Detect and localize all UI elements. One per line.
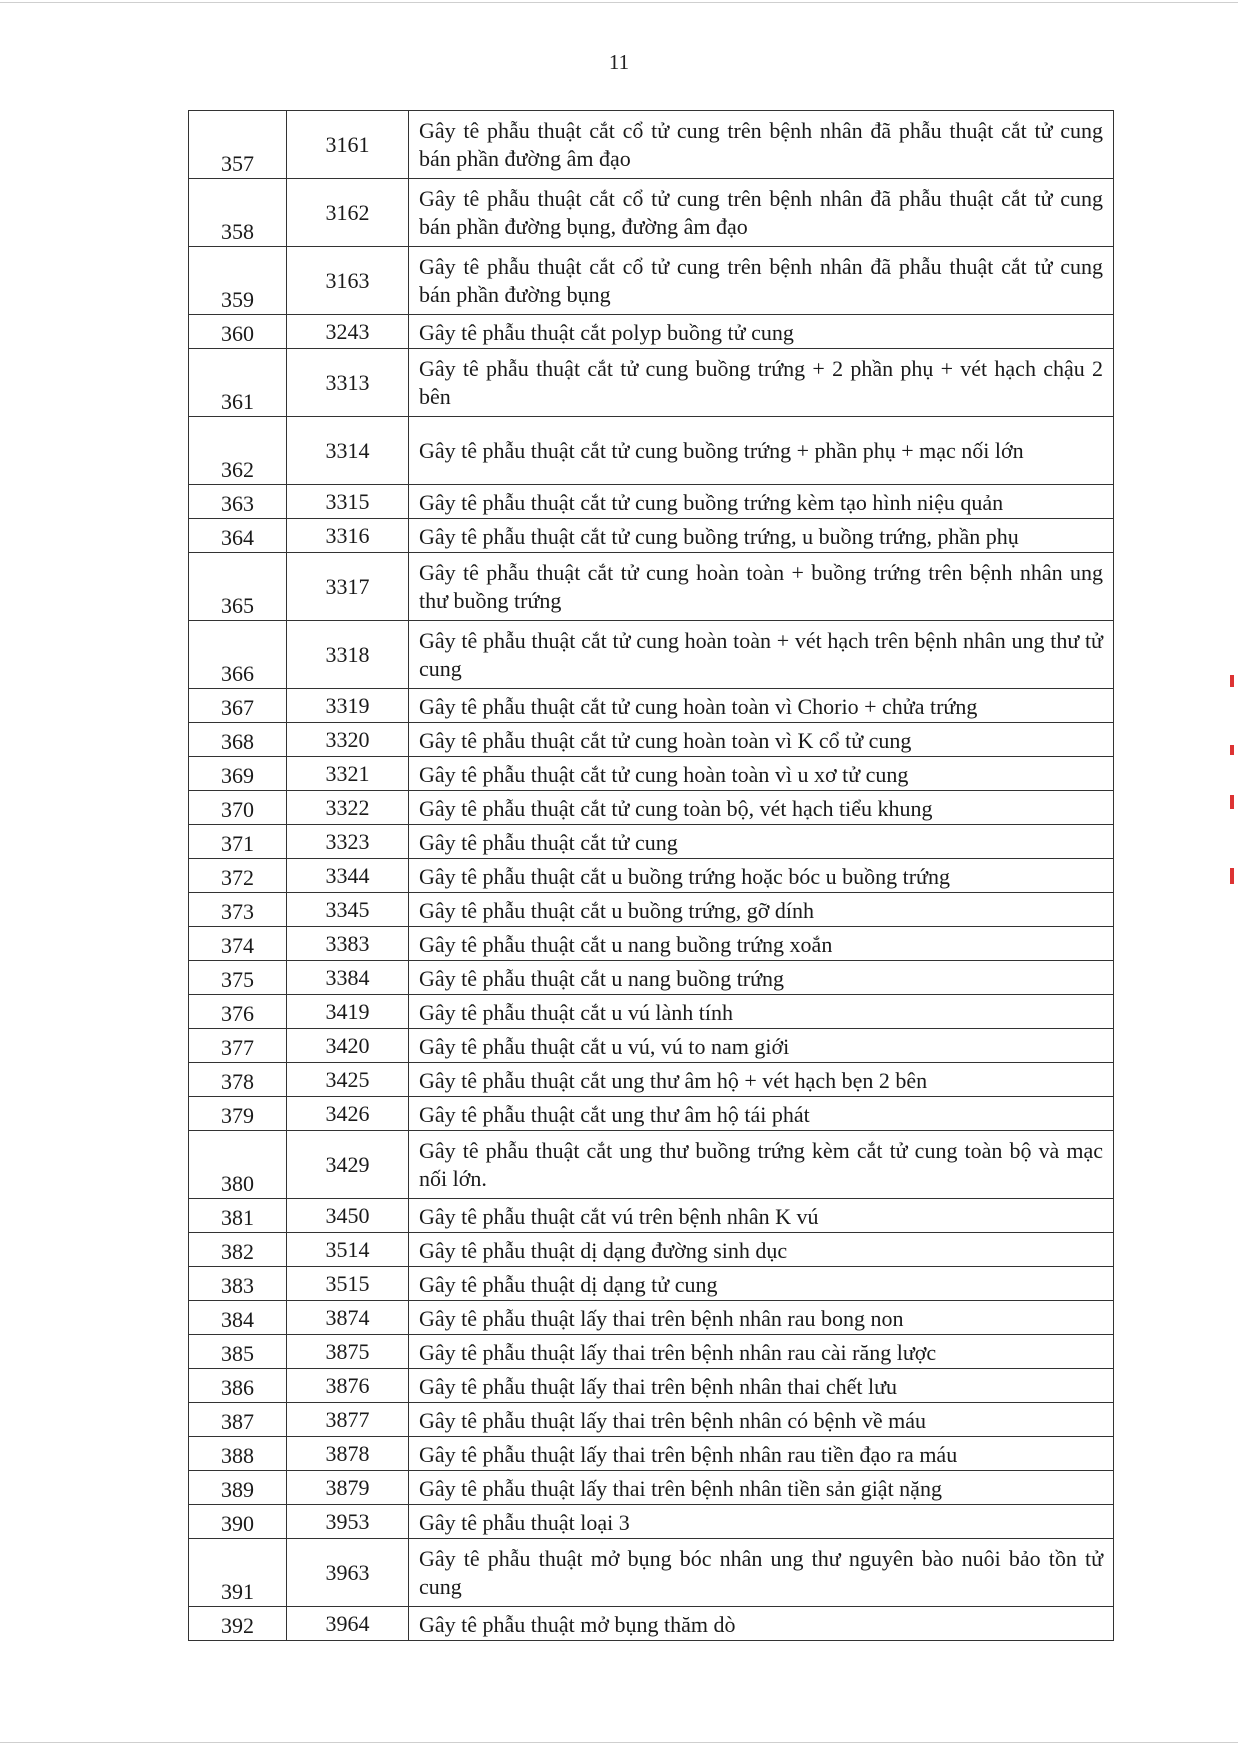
procedure-code-cell: 3163 xyxy=(287,247,409,315)
procedure-name-cell: Gây tê phẫu thuật cắt tử cung hoàn toàn vì Chorio + chửa trứng xyxy=(409,689,1114,723)
procedure-code-cell: 3875 xyxy=(287,1335,409,1369)
procedure-code-cell: 3322 xyxy=(287,791,409,825)
procedure-name-cell: Gây tê phẫu thuật cắt tử cung hoàn toàn vì u xơ tử cung xyxy=(409,757,1114,791)
table-row xyxy=(189,1335,1114,1369)
procedure-name-cell: Gây tê phẫu thuật cắt u buồng trứng hoặc bóc u buồng trứng xyxy=(409,859,1114,893)
row-number-cell: 377 xyxy=(189,1029,287,1063)
procedure-code-cell: 3879 xyxy=(287,1471,409,1505)
procedure-code-cell: 3425 xyxy=(287,1063,409,1097)
procedure-code-cell: 3963 xyxy=(287,1539,409,1607)
table-row xyxy=(189,315,1114,349)
table-row xyxy=(189,621,1114,689)
row-number-cell: 388 xyxy=(189,1437,287,1471)
table-row xyxy=(189,1063,1114,1097)
row-number-cell: 386 xyxy=(189,1369,287,1403)
stamp-edge-mark xyxy=(1230,675,1234,687)
procedure-code-cell: 3243 xyxy=(287,315,409,349)
procedure-code-cell: 3874 xyxy=(287,1301,409,1335)
procedure-code-cell: 3964 xyxy=(287,1607,409,1641)
table-row xyxy=(189,1403,1114,1437)
procedure-name-cell: Gây tê phẫu thuật lấy thai trên bệnh nhân thai chết lưu xyxy=(409,1369,1114,1403)
procedure-name-cell: Gây tê phẫu thuật cắt tử cung toàn bộ, vét hạch tiểu khung xyxy=(409,791,1114,825)
table-row xyxy=(189,1471,1114,1505)
procedure-name-cell: Gây tê phẫu thuật loại 3 xyxy=(409,1505,1114,1539)
procedure-code-cell: 3321 xyxy=(287,757,409,791)
procedure-code-cell: 3317 xyxy=(287,553,409,621)
row-number-cell: 380 xyxy=(189,1131,287,1199)
procedure-code-cell: 3323 xyxy=(287,825,409,859)
procedure-name-cell: Gây tê phẫu thuật cắt u buồng trứng, gỡ dính xyxy=(409,893,1114,927)
procedure-code-cell: 3161 xyxy=(287,111,409,179)
procedure-name-cell: Gây tê phẫu thuật cắt polyp buồng tử cung xyxy=(409,315,1114,349)
table-row xyxy=(189,179,1114,247)
procedure-table xyxy=(188,110,1114,1641)
procedure-code-cell: 3877 xyxy=(287,1403,409,1437)
table-row xyxy=(189,1029,1114,1063)
procedure-code-cell: 3320 xyxy=(287,723,409,757)
table-row xyxy=(189,1437,1114,1471)
procedure-name-cell: Gây tê phẫu thuật cắt cổ tử cung trên bệnh nhân đã phẫu thuật cắt tử cung bán phần đường bụng xyxy=(409,247,1114,315)
row-number-cell: 359 xyxy=(189,247,287,315)
procedure-code-cell: 3878 xyxy=(287,1437,409,1471)
row-number-cell: 372 xyxy=(189,859,287,893)
procedure-name-cell: Gây tê phẫu thuật cắt ung thư buồng trứng kèm cắt tử cung toàn bộ và mạc nối lớn. xyxy=(409,1131,1114,1199)
row-number-cell: 357 xyxy=(189,111,287,179)
table-row xyxy=(189,757,1114,791)
procedure-table-body xyxy=(189,111,1114,1641)
procedure-name-cell: Gây tê phẫu thuật lấy thai trên bệnh nhân rau cài răng lược xyxy=(409,1335,1114,1369)
table-row xyxy=(189,825,1114,859)
procedure-name-cell: Gây tê phẫu thuật dị dạng tử cung xyxy=(409,1267,1114,1301)
procedure-code-cell: 3876 xyxy=(287,1369,409,1403)
procedure-name-cell: Gây tê phẫu thuật cắt tử cung buồng trứng + 2 phần phụ + vét hạch chậu 2 bên xyxy=(409,349,1114,417)
procedure-name-cell: Gây tê phẫu thuật cắt tử cung hoàn toàn vì K cổ tử cung xyxy=(409,723,1114,757)
procedure-code-cell: 3384 xyxy=(287,961,409,995)
table-row xyxy=(189,791,1114,825)
row-number-cell: 362 xyxy=(189,417,287,485)
table-row xyxy=(189,1131,1114,1199)
table-row xyxy=(189,1267,1114,1301)
procedure-code-cell: 3345 xyxy=(287,893,409,927)
table-row xyxy=(189,1607,1114,1641)
table-row xyxy=(189,1233,1114,1267)
procedure-name-cell: Gây tê phẫu thuật cắt tử cung hoàn toàn + vét hạch trên bệnh nhân ung thư tử cung xyxy=(409,621,1114,689)
scan-edge-top xyxy=(0,2,1238,3)
table-row xyxy=(189,995,1114,1029)
procedure-name-cell: Gây tê phẫu thuật cắt u nang buồng trứng xoắn xyxy=(409,927,1114,961)
procedure-name-cell: Gây tê phẫu thuật cắt cổ tử cung trên bệnh nhân đã phẫu thuật cắt tử cung bán phần đường bụng, đường âm đạo xyxy=(409,179,1114,247)
table-row xyxy=(189,1301,1114,1335)
procedure-name-cell: Gây tê phẫu thuật cắt tử cung buồng trứng, u buồng trứng, phần phụ xyxy=(409,519,1114,553)
procedure-name-cell: Gây tê phẫu thuật lấy thai trên bệnh nhân tiền sản giật nặng xyxy=(409,1471,1114,1505)
procedure-name-cell: Gây tê phẫu thuật cắt tử cung hoàn toàn + buồng trứng trên bệnh nhân ung thư buồng trứng xyxy=(409,553,1114,621)
table-row xyxy=(189,689,1114,723)
row-number-cell: 361 xyxy=(189,349,287,417)
row-number-cell: 385 xyxy=(189,1335,287,1369)
procedure-code-cell: 3319 xyxy=(287,689,409,723)
procedure-name-cell: Gây tê phẫu thuật cắt ung thư âm hộ tái phát xyxy=(409,1097,1114,1131)
table-row xyxy=(189,961,1114,995)
procedure-code-cell: 3429 xyxy=(287,1131,409,1199)
procedure-code-cell: 3162 xyxy=(287,179,409,247)
procedure-code-cell: 3344 xyxy=(287,859,409,893)
procedure-name-cell: Gây tê phẫu thuật lấy thai trên bệnh nhân có bệnh về máu xyxy=(409,1403,1114,1437)
procedure-name-cell: Gây tê phẫu thuật cắt u vú, vú to nam giới xyxy=(409,1029,1114,1063)
procedure-name-cell: Gây tê phẫu thuật cắt vú trên bệnh nhân K vú xyxy=(409,1199,1114,1233)
row-number-cell: 358 xyxy=(189,179,287,247)
procedure-code-cell: 3318 xyxy=(287,621,409,689)
row-number-cell: 368 xyxy=(189,723,287,757)
table-row xyxy=(189,111,1114,179)
row-number-cell: 363 xyxy=(189,485,287,519)
procedure-code-cell: 3315 xyxy=(287,485,409,519)
row-number-cell: 387 xyxy=(189,1403,287,1437)
procedure-name-cell: Gây tê phẫu thuật cắt cổ tử cung trên bệnh nhân đã phẫu thuật cắt tử cung bán phần đường âm đạo xyxy=(409,111,1114,179)
row-number-cell: 389 xyxy=(189,1471,287,1505)
stamp-edge-mark xyxy=(1230,795,1234,809)
procedure-name-cell: Gây tê phẫu thuật dị dạng đường sinh dục xyxy=(409,1233,1114,1267)
procedure-name-cell: Gây tê phẫu thuật lấy thai trên bệnh nhân rau bong non xyxy=(409,1301,1114,1335)
table-row xyxy=(189,247,1114,315)
row-number-cell: 375 xyxy=(189,961,287,995)
table-row xyxy=(189,553,1114,621)
table-row xyxy=(189,723,1114,757)
row-number-cell: 371 xyxy=(189,825,287,859)
row-number-cell: 367 xyxy=(189,689,287,723)
procedure-code-cell: 3953 xyxy=(287,1505,409,1539)
row-number-cell: 373 xyxy=(189,893,287,927)
table-row xyxy=(189,417,1114,485)
procedure-name-cell: Gây tê phẫu thuật cắt u nang buồng trứng xyxy=(409,961,1114,995)
procedure-code-cell: 3515 xyxy=(287,1267,409,1301)
row-number-cell: 366 xyxy=(189,621,287,689)
row-number-cell: 383 xyxy=(189,1267,287,1301)
procedure-name-cell: Gây tê phẫu thuật lấy thai trên bệnh nhân rau tiền đạo ra máu xyxy=(409,1437,1114,1471)
procedure-code-cell: 3426 xyxy=(287,1097,409,1131)
row-number-cell: 381 xyxy=(189,1199,287,1233)
row-number-cell: 370 xyxy=(189,791,287,825)
row-number-cell: 384 xyxy=(189,1301,287,1335)
page-number: 11 xyxy=(608,50,630,74)
row-number-cell: 379 xyxy=(189,1097,287,1131)
table-row xyxy=(189,893,1114,927)
procedure-code-cell: 3420 xyxy=(287,1029,409,1063)
row-number-cell: 392 xyxy=(189,1607,287,1641)
row-number-cell: 382 xyxy=(189,1233,287,1267)
stamp-edge-mark xyxy=(1230,745,1234,755)
procedure-code-cell: 3419 xyxy=(287,995,409,1029)
table-row xyxy=(189,1097,1114,1131)
procedure-name-cell: Gây tê phẫu thuật cắt tử cung buồng trứng kèm tạo hình niệu quản xyxy=(409,485,1114,519)
procedure-name-cell: Gây tê phẫu thuật mở bụng thăm dò xyxy=(409,1607,1114,1641)
procedure-code-cell: 3316 xyxy=(287,519,409,553)
procedure-code-cell: 3314 xyxy=(287,417,409,485)
row-number-cell: 365 xyxy=(189,553,287,621)
procedure-name-cell: Gây tê phẫu thuật cắt ung thư âm hộ + vét hạch bẹn 2 bên xyxy=(409,1063,1114,1097)
row-number-cell: 374 xyxy=(189,927,287,961)
row-number-cell: 364 xyxy=(189,519,287,553)
table-row xyxy=(189,1369,1114,1403)
procedure-code-cell: 3450 xyxy=(287,1199,409,1233)
table-row xyxy=(189,1539,1114,1607)
table-row xyxy=(189,519,1114,553)
stamp-edge-mark xyxy=(1230,868,1234,884)
procedure-name-cell: Gây tê phẫu thuật cắt tử cung xyxy=(409,825,1114,859)
procedure-code-cell: 3514 xyxy=(287,1233,409,1267)
row-number-cell: 360 xyxy=(189,315,287,349)
row-number-cell: 378 xyxy=(189,1063,287,1097)
table-row xyxy=(189,1199,1114,1233)
table-row xyxy=(189,485,1114,519)
procedure-code-cell: 3383 xyxy=(287,927,409,961)
procedure-name-cell: Gây tê phẫu thuật mở bụng bóc nhân ung thư nguyên bào nuôi bảo tồn tử cung xyxy=(409,1539,1114,1607)
procedure-name-cell: Gây tê phẫu thuật cắt u vú lành tính xyxy=(409,995,1114,1029)
table-row xyxy=(189,927,1114,961)
table-row xyxy=(189,859,1114,893)
row-number-cell: 391 xyxy=(189,1539,287,1607)
procedure-code-cell: 3313 xyxy=(287,349,409,417)
scan-edge-bottom xyxy=(0,1742,1238,1743)
row-number-cell: 369 xyxy=(189,757,287,791)
row-number-cell: 376 xyxy=(189,995,287,1029)
table-row xyxy=(189,349,1114,417)
table-row xyxy=(189,1505,1114,1539)
row-number-cell: 390 xyxy=(189,1505,287,1539)
procedure-name-cell: Gây tê phẫu thuật cắt tử cung buồng trứng + phần phụ + mạc nối lớn xyxy=(409,417,1114,485)
